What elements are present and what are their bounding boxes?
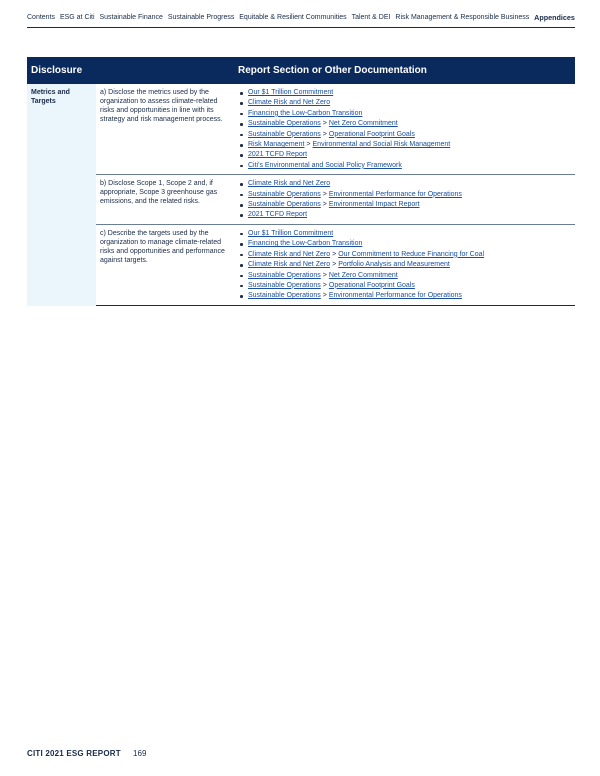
breadcrumb-separator: >	[322, 271, 327, 279]
breadcrumb-separator: >	[322, 130, 327, 138]
list-item	[240, 88, 575, 98]
list-item	[240, 150, 575, 160]
report-link[interactable]: Our $1 Trillion Commitment	[248, 229, 334, 237]
list-item	[240, 281, 575, 291]
report-links-list	[236, 88, 575, 171]
category-label: Metrics and Targets	[31, 89, 70, 105]
table-header	[27, 57, 575, 84]
report-link[interactable]: Environmental and Social Risk Management	[312, 141, 451, 149]
row-description: a) Disclose the metrics used by the organization to assess climate-related risks and opportunities in line with its strategy and risk management process.	[100, 89, 223, 123]
report-link[interactable]: Sustainable Operations	[248, 271, 321, 279]
nav-talent-dei[interactable]: Talent & DEI	[351, 14, 391, 21]
report-link[interactable]: Sustainable Operations	[248, 281, 321, 289]
report-link[interactable]: Sustainable Operations	[248, 130, 321, 138]
table-row	[96, 225, 575, 306]
breadcrumb-separator: >	[322, 292, 327, 300]
list-item	[240, 109, 575, 119]
report-link[interactable]: Net Zero Commitment	[328, 271, 398, 279]
list-item	[240, 190, 575, 200]
report-link[interactable]: 2021 TCFD Report	[248, 211, 308, 219]
list-item	[240, 130, 575, 140]
top-navigation	[27, 13, 575, 22]
breadcrumb-separator: >	[332, 250, 337, 258]
table-row	[96, 84, 575, 175]
footer-report-label: CITI 2021 ESG REPORT	[27, 749, 121, 758]
report-link[interactable]: Sustainable Operations	[248, 292, 321, 300]
report-link[interactable]: Portfolio Analysis and Measurement	[338, 261, 450, 269]
report-link[interactable]: Climate Risk and Net Zero	[248, 99, 331, 107]
list-item	[240, 271, 575, 281]
table-body	[27, 84, 575, 306]
report-link[interactable]: Operational Footprint Goals	[328, 130, 415, 138]
list-item	[240, 260, 575, 270]
breadcrumb-separator: >	[332, 261, 337, 269]
list-item	[240, 179, 575, 189]
report-link[interactable]: Climate Risk and Net Zero	[248, 250, 331, 258]
nav-equitable-resilient-communities[interactable]: Equitable & Resilient Communities	[239, 14, 347, 21]
list-item	[240, 98, 575, 108]
list-item	[240, 161, 575, 171]
report-link[interactable]: Financing the Low-Carbon Transition	[248, 109, 363, 117]
table-row	[96, 175, 575, 225]
disclosure-table	[27, 57, 575, 306]
breadcrumb-separator: >	[322, 281, 327, 289]
page-number: 169	[133, 749, 147, 758]
report-link[interactable]: Our $1 Trillion Commitment	[248, 89, 334, 96]
category-cell	[27, 84, 96, 306]
list-item	[240, 229, 575, 239]
nav-esg-at-citi[interactable]: ESG at Citi	[59, 14, 95, 21]
report-link[interactable]: Sustainable Operations	[248, 190, 321, 198]
nav-contents[interactable]: Contents	[27, 14, 56, 21]
nav-appendices[interactable]: Appendices	[534, 13, 575, 22]
breadcrumb-separator: >	[322, 120, 327, 128]
list-item	[240, 200, 575, 210]
report-link[interactable]: Citi's Environmental and Social Policy Framework	[248, 161, 402, 169]
report-links-list	[236, 229, 575, 302]
report-link[interactable]: Risk Management	[248, 141, 305, 149]
report-link[interactable]: Operational Footprint Goals	[328, 281, 415, 289]
header-disclosure: Disclosure	[31, 65, 83, 76]
report-link[interactable]: Climate Risk and Net Zero	[248, 261, 331, 269]
header-report-section: Report Section or Other Documentation	[238, 65, 427, 76]
report-link[interactable]: Sustainable Operations	[248, 201, 321, 209]
breadcrumb-separator: >	[322, 201, 327, 209]
list-item	[240, 250, 575, 260]
report-link[interactable]: Environmental Performance for Operations	[328, 292, 462, 300]
row-description: c) Describe the targets used by the organization to manage climate-related risks and opportunities and performance against targets.	[100, 229, 225, 264]
report-link[interactable]: Environmental Performance for Operations	[328, 190, 462, 198]
page-footer	[27, 749, 146, 758]
list-item	[240, 239, 575, 249]
report-link[interactable]: 2021 TCFD Report	[248, 151, 308, 159]
report-links-list	[236, 179, 575, 221]
report-link[interactable]: Environmental Impact Report	[328, 201, 420, 209]
nav-sustainable-finance[interactable]: Sustainable Finance	[99, 14, 163, 21]
breadcrumb-separator: >	[322, 190, 327, 198]
list-item	[240, 210, 575, 220]
list-item	[240, 119, 575, 129]
list-item	[240, 140, 575, 150]
table-rows	[96, 84, 575, 306]
nav-risk-management[interactable]: Risk Management & Responsible Business	[395, 14, 530, 21]
report-link[interactable]: Net Zero Commitment	[328, 120, 398, 128]
list-item	[240, 291, 575, 301]
breadcrumb-separator: >	[306, 141, 311, 149]
report-link[interactable]: Our Commitment to Reduce Financing for Coal	[338, 250, 485, 258]
report-link[interactable]: Financing the Low-Carbon Transition	[248, 240, 363, 248]
nav-divider	[27, 27, 575, 28]
row-description: b) Disclose Scope 1, Scope 2 and, if appropriate, Scope 3 greenhouse gas emissions, and the related risks.	[100, 180, 218, 206]
report-link[interactable]: Climate Risk and Net Zero	[248, 180, 331, 188]
report-link[interactable]: Sustainable Operations	[248, 120, 321, 128]
nav-sustainable-progress[interactable]: Sustainable Progress	[167, 14, 235, 21]
